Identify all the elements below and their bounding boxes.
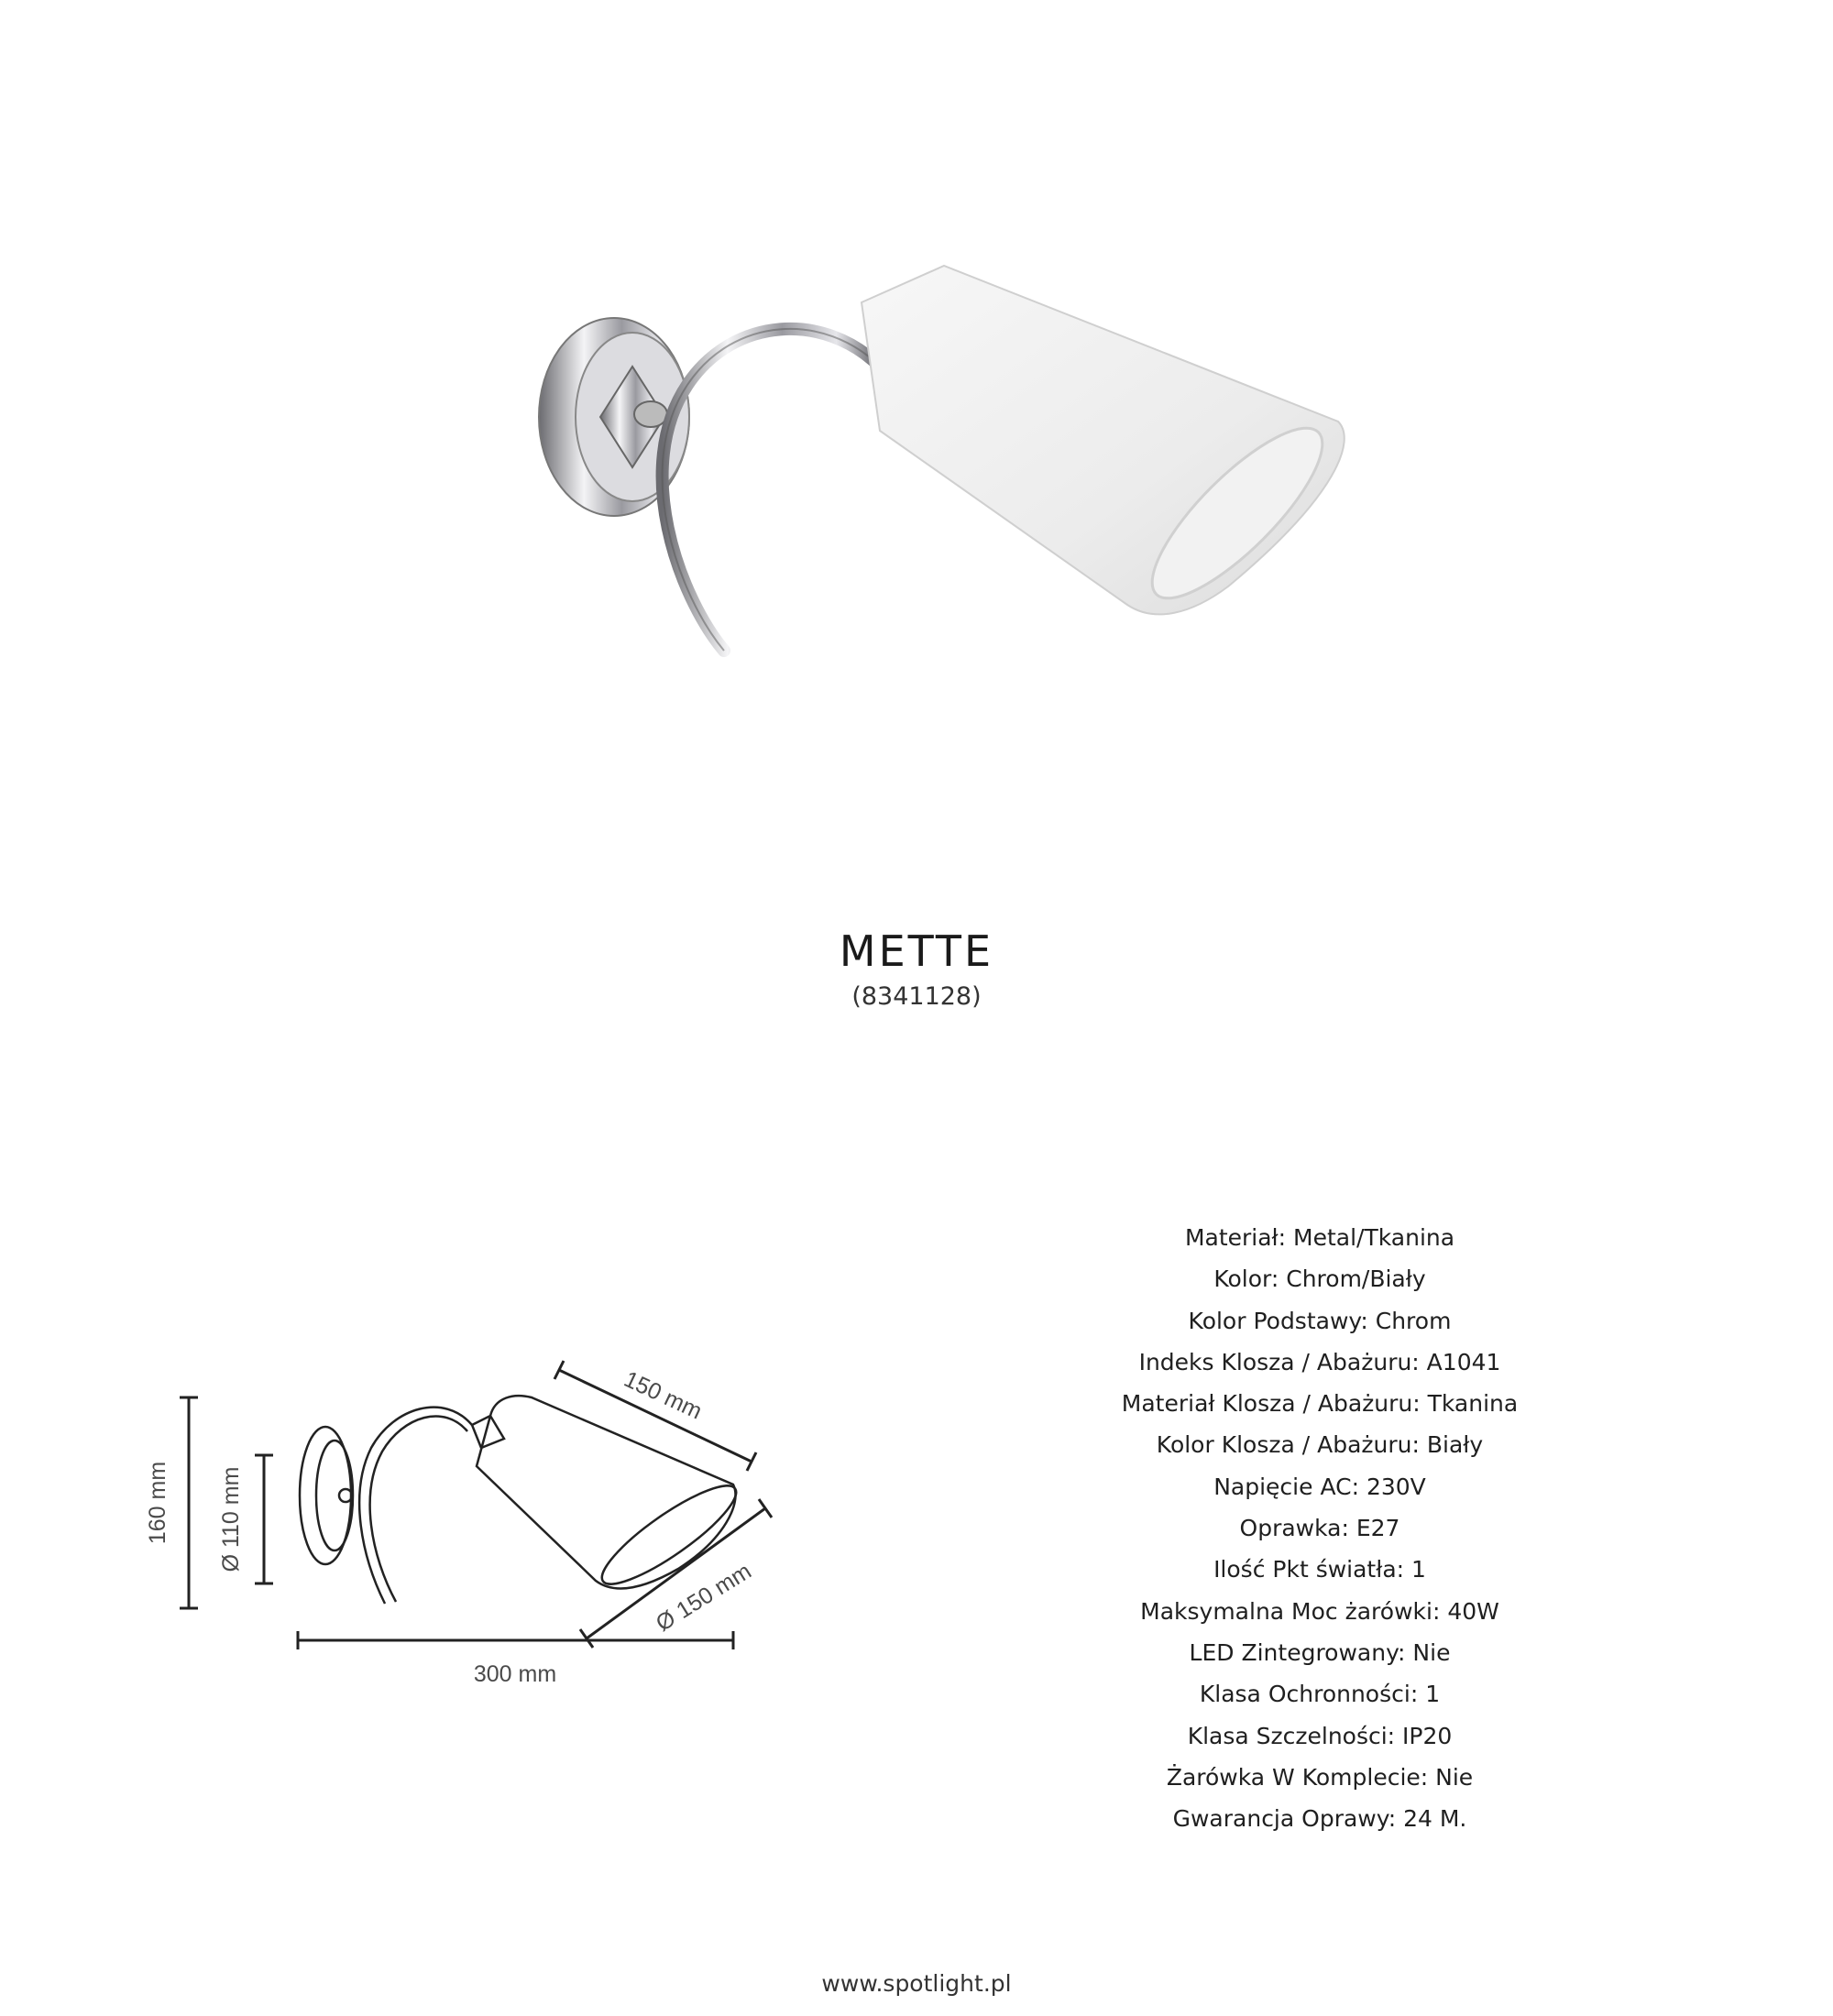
spec-ingress-class: Klasa Szczelności: IP20 — [1187, 1722, 1453, 1749]
spec-socket: Oprawka: E27 — [1239, 1515, 1400, 1542]
product-photo — [495, 247, 1356, 678]
product-name: METTE — [839, 926, 994, 976]
arm-outline — [359, 1408, 472, 1604]
spec-light-points: Ilość Pkt światła: 1 — [1213, 1556, 1426, 1583]
spec-material: Materiał: Metal/Tkanina — [1184, 1224, 1455, 1251]
spec-shade-index: Indeks Klosza / Abażuru: A1041 — [1138, 1348, 1501, 1375]
website-link[interactable]: www.spotlight.pl — [821, 1970, 1012, 1997]
dim-300-label: 300 mm — [473, 1661, 557, 1687]
spec-warranty: Gwarancja Oprawy: 24 M. — [1172, 1805, 1467, 1833]
dim-160-label: 160 mm — [145, 1461, 170, 1545]
spec-shade-color: Kolor Klosza / Abażuru: Biały — [1156, 1431, 1484, 1459]
arm-outline-inner — [370, 1416, 467, 1602]
dim-110-label: Ø 110 mm — [218, 1466, 244, 1572]
spec-color: Kolor: Chrom/Biały — [1213, 1265, 1426, 1293]
dim-150-top-label: 150 mm — [620, 1365, 707, 1425]
specifications-list — [990, 1217, 1650, 1839]
wall-plate-inner-outline — [316, 1441, 353, 1550]
spec-shade-material: Materiał Klosza / Abażuru: Tkanina — [1121, 1390, 1519, 1418]
dim-160-line — [180, 1397, 198, 1608]
spec-bulb-included: Żarówka W Komplecie: Nie — [1166, 1763, 1474, 1791]
dimension-diagram — [128, 1329, 788, 1723]
spec-led-integrated: LED Zintegrowany: Nie — [1189, 1638, 1451, 1666]
spec-max-power: Maksymalna Moc żarówki: 40W — [1140, 1597, 1499, 1625]
dim-150-diameter-label: Ø 150 mm — [651, 1558, 756, 1638]
spec-protection-class: Klasa Ochronności: 1 — [1199, 1681, 1441, 1708]
product-code: (8341128) — [851, 982, 982, 1011]
title-block — [0, 926, 1833, 1011]
spec-voltage: Napięcie AC: 230V — [1213, 1473, 1426, 1500]
spec-base-color: Kolor Podstawy: Chrom — [1188, 1307, 1452, 1334]
dim-110-line — [255, 1455, 273, 1583]
